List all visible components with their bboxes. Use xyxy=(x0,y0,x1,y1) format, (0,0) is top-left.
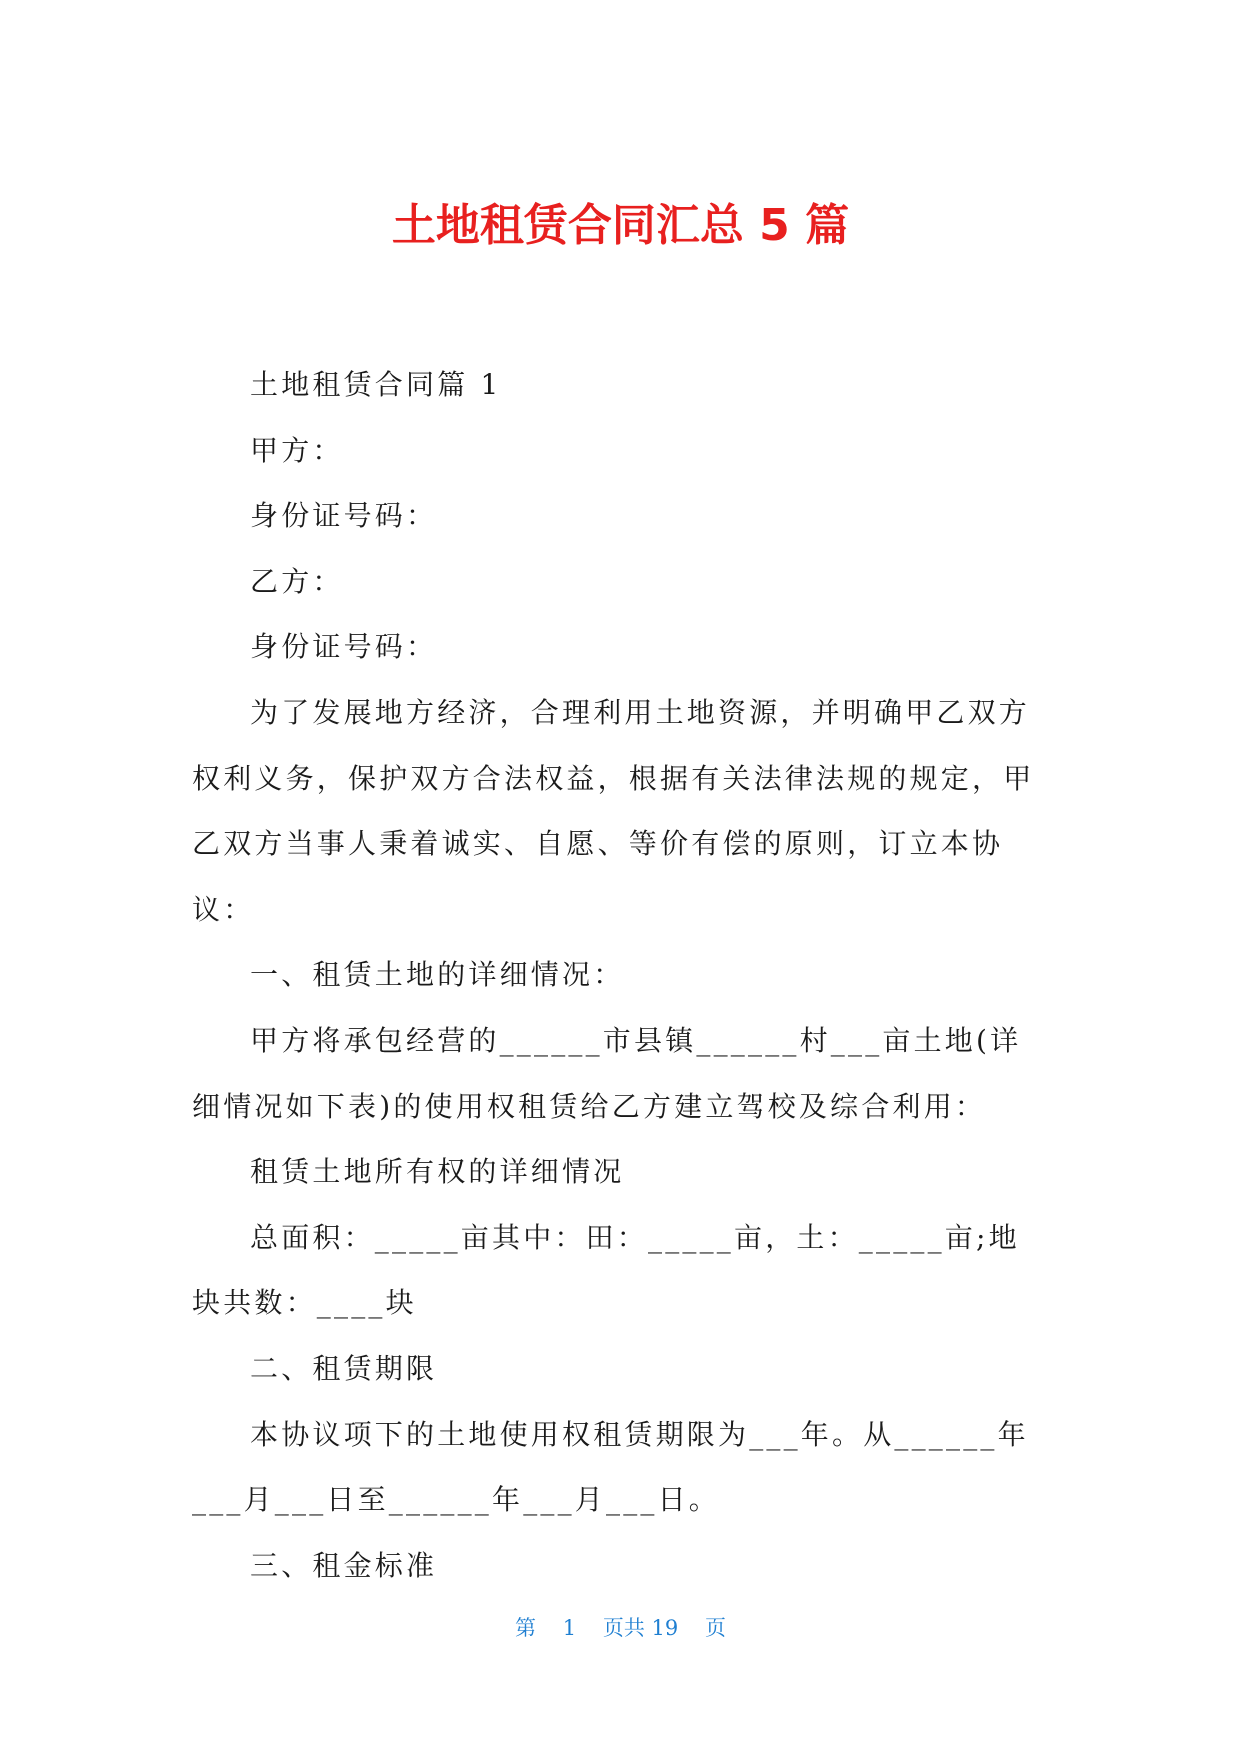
footer-total-pages: 19 xyxy=(651,1616,679,1640)
footer-page-number: 1 xyxy=(562,1616,577,1640)
party-a-id-label: 身份证号码： xyxy=(250,499,438,533)
land-ownership-heading: 租赁土地所有权的详细情况 xyxy=(250,1155,625,1189)
clause-2-heading: 二、租赁期限 xyxy=(250,1351,438,1385)
document-body xyxy=(192,352,1040,1598)
preamble-paragraph: 为了发展地方经济，合理利用土地资源，并明确甲乙双方权利义务，保护双方合法权益，根据有关法律法规的规定，甲乙双方当事人秉着诚实、自愿、等价有偿的原则，订立本协议： xyxy=(192,695,1035,926)
page-footer xyxy=(0,1612,1241,1642)
clause-3-heading: 三、租金标准 xyxy=(250,1548,438,1582)
clause-1-body: 甲方将承包经营的______市县镇______村___亩土地(详细情况如下表)的使用权租赁给乙方建立驾校及综合利用： xyxy=(192,1023,1022,1123)
footer-suffix: 页 xyxy=(704,1616,726,1640)
footer-prefix: 第 xyxy=(515,1616,537,1640)
footer-middle: 页共 xyxy=(602,1616,645,1640)
page-title: 土地租赁合同汇总 5 篇 xyxy=(391,200,850,251)
lease-term-paragraph: 本协议项下的土地使用权租赁期限为___年。从______年___月___日至______年___月___日。 xyxy=(192,1417,1029,1517)
party-b-id-label: 身份证号码： xyxy=(250,630,438,664)
section-heading-contract-1: 土地租赁合同篇 1 xyxy=(250,368,502,401)
clause-1-heading: 一、租赁土地的详细情况： xyxy=(250,958,625,992)
party-a-label: 甲方： xyxy=(250,433,344,467)
party-b-label: 乙方： xyxy=(250,564,344,598)
land-area-paragraph: 总面积：_____亩其中：田：_____亩，土：_____亩;地块共数：____块 xyxy=(192,1220,1020,1320)
